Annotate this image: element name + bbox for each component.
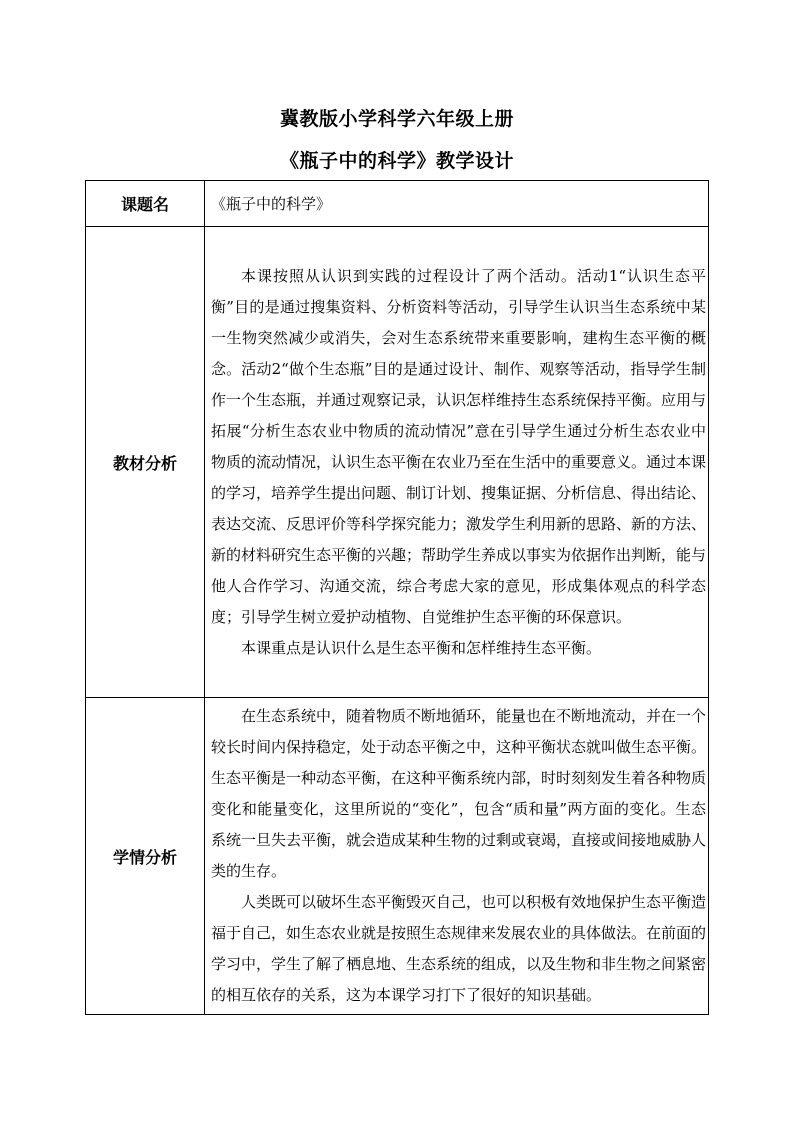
student-analysis-paragraph-2: 人类既可以破坏生态平衡毁灭自己，也可以积极有效地保护生态平衡造福于自己，如生态农业就是按照生态规律来发展农业的具体做法。在前面的学习中，学生了解了栖息地、生态系统的组成，以及生物和非生物之间紧密的相互依存的关系，这为本课学习打下了很好的知识基础。 (211, 893, 707, 1004)
textbook-analysis-key-point: 本课重点是认识什么是生态平衡和怎样维持生态平衡。 (241, 638, 602, 657)
student-analysis-paragraph-1: 在生态系统中，随着物质不断地循环，能量也在不断地流动，并在一个较长时间内保持稳定，处于动态平衡之中，这种平衡状态就叫做生态平衡。生态平衡是一种动态平衡，在这种平衡系统内部，时时刻刻发生着各种物质变化和能量变化，这里所说的“变化”，包含“质和量”两方面的变化。生态系统一旦失去平衡，就会造成某种生物的过剩或衰竭，直接或间接地威胁人类的生存。 (211, 707, 707, 880)
topic-label: 课题名 (86, 181, 205, 227)
lesson-design-table (85, 180, 709, 1015)
table-row-student-analysis (86, 698, 709, 1015)
document-subtitle: 《瓶子中的科学》教学设计 (279, 150, 514, 172)
textbook-analysis-label: 教材分析 (86, 227, 205, 698)
table-row-topic (86, 181, 709, 227)
topic-content (205, 181, 709, 227)
document-title: 冀教版小学科学六年级上册 (279, 108, 514, 130)
student-analysis-label: 学情分析 (86, 698, 205, 1015)
textbook-analysis-paragraph: 本课按照从认识到实践的过程设计了两个活动。活动1“认识生态平衡”目的是通过搜集资料、分析资料等活动，引导学生认识当生态系统中某一生物突然减少或消失，会对生态系统带来重要影响，建构生态平衡的概念。活动2“做个生态瓶”目的是通过设计、制作、观察等活动，指导学生制作一个生态瓶，并通过观察记录，认识怎样维持生态系统保持平衡。应用与拓展“分析生态农业中物质的流动情况”意在引导学生通过分析生态农业中物质的流动情况，认识生态平衡在农业乃至在生活中的重要意义。通过本课的学习，培养学生提出问题、制订计划、搜集证据、分析信息、得出结论、表达交流、反思评价等科学探究能力；激发学生利用新的思路、新的方法、新的材料研究生态平衡的兴趣；帮助学生养成以事实为依据作出判断，能与他人合作学习、沟通交流，综合考虑大家的意见，形成集体观点的科学态度；引导学生树立爱护动植物、自觉维护生态平衡的环保意识。 (211, 266, 707, 626)
textbook-analysis-content (205, 227, 709, 698)
topic-text: 《瓶子中的科学》 (211, 194, 332, 213)
table-row-textbook-analysis (86, 227, 709, 698)
student-analysis-content (205, 698, 709, 1015)
